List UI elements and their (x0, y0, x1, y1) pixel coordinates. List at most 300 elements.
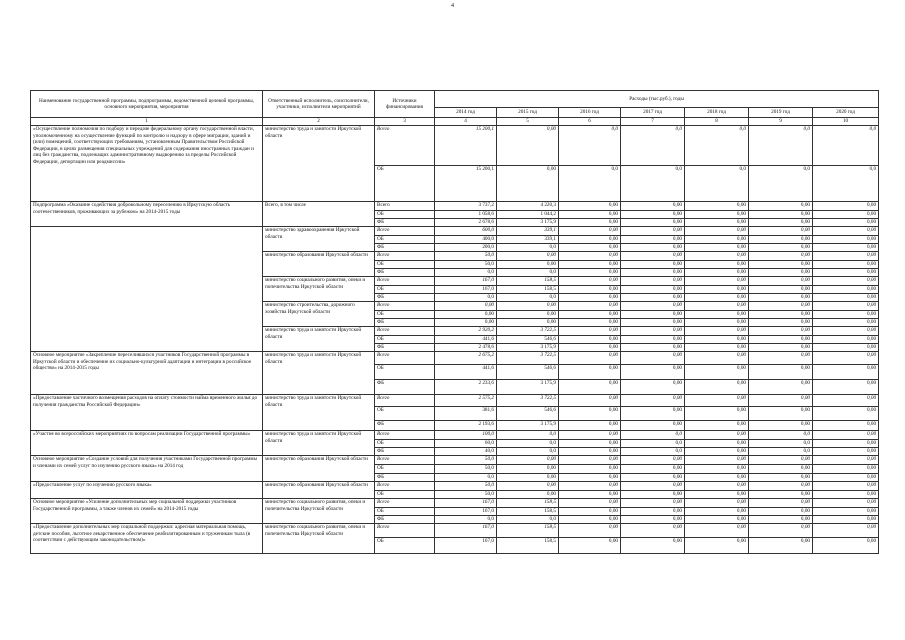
amount-cell: 100,0 (435, 431, 497, 440)
header-year: 2017 год (621, 108, 685, 118)
funding-source-cell: ФБ (375, 421, 435, 431)
amount-cell: 0,00 (749, 327, 813, 336)
amount-cell: 0,00 (559, 286, 621, 294)
amount-cell: 50,0 (435, 491, 497, 499)
amount-cell: 0,0 (749, 126, 813, 166)
executor-cell: министерство труда и занятости Иркутской области (263, 352, 375, 395)
funding-source-cell: ОБ (375, 538, 435, 554)
amount-cell: 3 175,9 (497, 380, 559, 395)
header-year: 2016 год (559, 108, 621, 118)
amount-cell: 0,00 (621, 380, 685, 395)
amount-cell: 50,0 (435, 482, 497, 491)
amount-cell: 1 044,2 (497, 211, 559, 219)
executor-cell: министерство образования Иркутской области (263, 456, 375, 482)
amount-cell: 0,00 (559, 474, 621, 482)
amount-cell: 0,00 (559, 440, 621, 448)
amount-cell: 15 200,1 (435, 126, 497, 166)
amount-cell: 0,0 (497, 516, 559, 524)
amount-cell: 0,00 (749, 319, 813, 327)
funding-source-cell: ФБ (375, 294, 435, 302)
amount-cell: 0,00 (621, 499, 685, 508)
amount-cell: 0,00 (685, 252, 749, 261)
column-number: 6 (559, 118, 621, 126)
amount-cell: 0,00 (559, 302, 621, 311)
amount-cell: 0,00 (559, 465, 621, 474)
amount-cell: 0,00 (621, 311, 685, 319)
executor-cell: министерство труда и занятости Иркутской области (263, 395, 375, 431)
amount-cell: 0,00 (559, 456, 621, 465)
amount-cell: 0,00 (621, 365, 685, 380)
column-number: 1 (31, 118, 263, 126)
amount-cell: 381,6 (435, 407, 497, 421)
amount-cell: 0,00 (813, 327, 879, 336)
amount-cell: 0,00 (749, 365, 813, 380)
amount-cell: 167,0 (435, 499, 497, 508)
amount-cell: 0,00 (813, 236, 879, 244)
header-expenses: Расходы (тыс.руб.), годы (435, 91, 879, 108)
amount-cell: 158,5 (497, 499, 559, 508)
amount-cell: 0,00 (685, 202, 749, 211)
amount-cell: 0,00 (559, 344, 621, 352)
executor-cell: министерство здравоохранения Иркутской области (263, 227, 375, 252)
amount-cell: 0,00 (435, 319, 497, 327)
funding-source-cell: ФБ (375, 344, 435, 352)
funding-source-cell: ФБ (375, 380, 435, 395)
amount-cell: 0,00 (685, 538, 749, 554)
table-row (31, 227, 879, 236)
amount-cell: 0,00 (621, 227, 685, 236)
amount-cell: 0,00 (813, 294, 879, 302)
amount-cell: 0,00 (559, 319, 621, 327)
amount-cell: 0,00 (685, 269, 749, 277)
amount-cell: 0,00 (497, 491, 559, 499)
funding-source-cell: Всего (375, 499, 435, 508)
amount-cell: 0,0 (749, 448, 813, 456)
amount-cell: 0,00 (685, 395, 749, 407)
amount-cell: 2 575,2 (435, 395, 497, 407)
header-year: 2014 год (435, 108, 497, 118)
amount-cell: 0,00 (749, 482, 813, 491)
amount-cell: 0,00 (621, 327, 685, 336)
amount-cell: 0,00 (813, 227, 879, 236)
program-name-cell: Основное мероприятие «Усиление дополнительных мер социальной поддержки участников Государственной программы, а также членов их семей» на 2014-2015 годы (31, 499, 263, 524)
amount-cell: 0,00 (559, 211, 621, 219)
amount-cell: 0,00 (621, 491, 685, 499)
amount-cell: 0,00 (749, 516, 813, 524)
amount-cell: 0,00 (813, 365, 879, 380)
amount-cell: 40,0 (435, 448, 497, 456)
amount-cell: 0,0 (435, 294, 497, 302)
amount-cell: 0,00 (813, 456, 879, 465)
amount-cell: 167,0 (435, 524, 497, 538)
amount-cell: 0,00 (685, 319, 749, 327)
funding-source-cell: ФБ (375, 474, 435, 482)
amount-cell: 0,00 (749, 344, 813, 352)
program-name-cell: Подпрограмма «Оказание содействия добровольному переселению в Иркутскую область соотечественников, проживающих за рубежом» на 2014-2015 годы (31, 202, 263, 227)
amount-cell: 0,00 (813, 421, 879, 431)
funding-source-cell: Всего (375, 395, 435, 407)
amount-cell: 0,00 (749, 302, 813, 311)
amount-cell: 0,00 (559, 491, 621, 499)
amount-cell: 0,00 (685, 311, 749, 319)
amount-cell: 0,00 (749, 261, 813, 269)
amount-cell: 0,00 (749, 456, 813, 465)
executor-cell: министерство труда и занятости Иркутской области (263, 126, 375, 202)
amount-cell: 0,0 (435, 474, 497, 482)
amount-cell: 0,0 (497, 269, 559, 277)
amount-cell: 2 678,6 (435, 219, 497, 227)
amount-cell: 0,00 (685, 421, 749, 431)
amount-cell: 0,00 (749, 465, 813, 474)
amount-cell: 0,00 (685, 440, 749, 448)
amount-cell: 0,00 (813, 286, 879, 294)
column-number: 9 (749, 118, 813, 126)
header-year: 2018 год (685, 108, 749, 118)
amount-cell: 339,1 (497, 236, 559, 244)
amount-cell: 0,00 (749, 244, 813, 252)
amount-cell: 50,0 (435, 261, 497, 269)
amount-cell: 0,00 (749, 421, 813, 431)
amount-cell: 0,00 (685, 508, 749, 516)
amount-cell: 0,00 (435, 302, 497, 311)
amount-cell: 0,00 (559, 524, 621, 538)
amount-cell: 167,0 (435, 277, 497, 286)
amount-cell: 0,00 (813, 380, 879, 395)
amount-cell: 441,6 (435, 336, 497, 344)
amount-cell: 0,00 (559, 431, 621, 440)
amount-cell: 0,00 (685, 244, 749, 252)
table-body (31, 126, 879, 554)
amount-cell: 0,00 (813, 431, 879, 440)
amount-cell: 0,00 (685, 448, 749, 456)
amount-cell: 0,00 (621, 352, 685, 365)
amount-cell: 50,0 (435, 456, 497, 465)
amount-cell: 0,00 (621, 269, 685, 277)
column-number: 7 (621, 118, 685, 126)
program-name-cell: «Предоставление услуг по изучению русского языка» (31, 482, 263, 499)
funding-source-cell: ОБ (375, 311, 435, 319)
amount-cell: 15 200,1 (435, 166, 497, 202)
amount-cell: 0,0 (749, 431, 813, 440)
funding-source-cell: Всего (375, 431, 435, 440)
funding-source-cell: Всего (375, 327, 435, 336)
amount-cell: 0,00 (685, 352, 749, 365)
amount-cell: 0,00 (559, 482, 621, 491)
table-row (31, 395, 879, 407)
table-row (31, 499, 879, 508)
amount-cell: 0,00 (497, 252, 559, 261)
amount-cell: 0,00 (813, 516, 879, 524)
amount-cell: 3 175,9 (497, 344, 559, 352)
amount-cell: 0,00 (497, 482, 559, 491)
amount-cell: 0,00 (749, 236, 813, 244)
amount-cell: 0,00 (685, 407, 749, 421)
amount-cell: 0,00 (621, 407, 685, 421)
amount-cell: 0,00 (813, 344, 879, 352)
funding-source-cell: Всего (375, 252, 435, 261)
amount-cell: 0,00 (497, 474, 559, 482)
amount-cell: 0,00 (497, 126, 559, 166)
amount-cell: 0,00 (497, 311, 559, 319)
amount-cell: 0,00 (813, 491, 879, 499)
amount-cell: 2 675,2 (435, 352, 497, 365)
amount-cell: 0,00 (621, 319, 685, 327)
funding-source-cell: Всего (375, 482, 435, 491)
amount-cell: 0,00 (749, 286, 813, 294)
funding-source-cell: Всего (375, 277, 435, 286)
amount-cell: 0,00 (813, 538, 879, 554)
amount-cell: 0,00 (813, 499, 879, 508)
amount-cell: 0,0 (749, 440, 813, 448)
amount-cell: 0,00 (497, 261, 559, 269)
amount-cell: 0,00 (813, 465, 879, 474)
amount-cell: 2 193,6 (435, 421, 497, 431)
amount-cell: 0,00 (435, 311, 497, 319)
amount-cell: 0,00 (621, 524, 685, 538)
amount-cell: 600,0 (435, 227, 497, 236)
amount-cell: 0,00 (813, 261, 879, 269)
amount-cell: 1 058,6 (435, 211, 497, 219)
header-executor: Ответственный исполнитель, соисполнители, участники, исполнители мероприятий (263, 91, 375, 118)
amount-cell: 0,00 (559, 202, 621, 211)
executor-cell: министерство социального развития, опеки и попечительства Иркутской области (263, 277, 375, 302)
amount-cell: 339,1 (497, 227, 559, 236)
amount-cell: 0,00 (497, 166, 559, 202)
column-number: 5 (497, 118, 559, 126)
amount-cell: 3 737,2 (435, 202, 497, 211)
amount-cell: 0,00 (559, 448, 621, 456)
amount-cell: 0,00 (621, 336, 685, 344)
amount-cell: 0,00 (749, 474, 813, 482)
funding-source-cell: ОБ (375, 236, 435, 244)
amount-cell: 0,00 (559, 352, 621, 365)
amount-cell: 0,00 (621, 294, 685, 302)
funding-source-cell: Всего (375, 456, 435, 465)
amount-cell: 2 478,6 (435, 344, 497, 352)
column-number: 8 (685, 118, 749, 126)
amount-cell: 0,00 (559, 261, 621, 269)
amount-cell: 4 220,3 (497, 202, 559, 211)
amount-cell: 0,00 (813, 448, 879, 456)
funding-source-cell: ФБ (375, 516, 435, 524)
amount-cell: 0,00 (559, 516, 621, 524)
amount-cell: 0,00 (559, 499, 621, 508)
amount-cell: 50,0 (435, 252, 497, 261)
amount-cell: 0,00 (685, 277, 749, 286)
amount-cell: 0,00 (559, 380, 621, 395)
amount-cell: 0,00 (685, 302, 749, 311)
program-name-cell: «Предоставление частичного возмещения расходов на оплату стоимости найма временного жилья до получения гражданства Российской Федерации» (31, 395, 263, 431)
amount-cell: 0,00 (813, 508, 879, 516)
amount-cell: 0,00 (749, 269, 813, 277)
amount-cell: 0,0 (621, 431, 685, 440)
amount-cell: 0,00 (813, 252, 879, 261)
amount-cell: 0,00 (749, 211, 813, 219)
amount-cell: 0,00 (685, 327, 749, 336)
funding-source-cell: ОБ (375, 508, 435, 516)
amount-cell: 0,00 (685, 499, 749, 508)
amount-cell: 0,00 (621, 261, 685, 269)
executor-cell: министерство образования Иркутской области (263, 482, 375, 499)
amount-cell: 0,0 (813, 166, 879, 202)
amount-cell: 0,0 (497, 294, 559, 302)
amount-cell: 0,00 (559, 421, 621, 431)
amount-cell: 0,00 (813, 482, 879, 491)
funding-source-cell: ОБ (375, 166, 435, 202)
amount-cell: 158,5 (497, 538, 559, 554)
amount-cell: 3 722,5 (497, 352, 559, 365)
table-row (31, 431, 879, 440)
funding-source-cell: ОБ (375, 491, 435, 499)
funding-source-cell: ОБ (375, 211, 435, 219)
amount-cell: 0,00 (685, 516, 749, 524)
amount-cell: 546,6 (497, 336, 559, 344)
amount-cell: 0,00 (685, 336, 749, 344)
amount-cell: 3 175,9 (497, 219, 559, 227)
header-year: 2015 год (497, 108, 559, 118)
amount-cell: 0,00 (749, 538, 813, 554)
amount-cell: 0,00 (685, 286, 749, 294)
funding-source-cell: Всего (375, 202, 435, 211)
amount-cell: 0,00 (749, 499, 813, 508)
program-name-cell (31, 227, 263, 352)
amount-cell: 0,00 (813, 219, 879, 227)
amount-cell: 0,00 (749, 202, 813, 211)
amount-cell: 0,00 (621, 474, 685, 482)
amount-cell: 0,00 (621, 344, 685, 352)
amount-cell: 167,0 (435, 508, 497, 516)
funding-source-cell: Всего (375, 126, 435, 166)
amount-cell: 0,00 (621, 516, 685, 524)
amount-cell: 0,00 (621, 286, 685, 294)
amount-cell: 0,00 (621, 277, 685, 286)
amount-cell: 0,00 (559, 365, 621, 380)
amount-cell: 0,00 (559, 277, 621, 286)
amount-cell: 0,00 (559, 219, 621, 227)
amount-cell: 0,00 (559, 538, 621, 554)
table-row (31, 352, 879, 365)
amount-cell: 0,00 (749, 380, 813, 395)
amount-cell: 0,00 (559, 407, 621, 421)
amount-cell: 0,00 (497, 465, 559, 474)
amount-cell: 0,00 (621, 465, 685, 474)
amount-cell: 0,00 (685, 524, 749, 538)
program-name-cell: «Участие во всероссийских мероприятиях по вопросам реализации Государственной программы» (31, 431, 263, 456)
amount-cell: 158,5 (497, 508, 559, 516)
amount-cell: 0,00 (813, 269, 879, 277)
amount-cell: 2 233,6 (435, 380, 497, 395)
amount-cell: 0,00 (497, 456, 559, 465)
amount-cell: 0,0 (559, 126, 621, 166)
amount-cell: 0,00 (621, 236, 685, 244)
budget-table-sheet (30, 90, 878, 554)
amount-cell: 50,0 (435, 465, 497, 474)
amount-cell: 3 722,5 (497, 395, 559, 407)
amount-cell: 0,00 (685, 227, 749, 236)
amount-cell: 0,00 (813, 395, 879, 407)
column-number: 2 (263, 118, 375, 126)
funding-source-cell: ОБ (375, 261, 435, 269)
program-name-cell: «Осуществление полномочия по подбору и передаче федеральному органу государственной власти, уполномоченному на осуществление функций по контролю и надзору в сфере миграции, зданий и (или) помещений, соответствующих требованиям, установленным Правительством Российской Федерации, в целях размещения специальных учреждений для содержания иностранных граждан и лиц без гражданства, подлежащих административному выдворению за пределы Российской Федерации, депортации или реадмиссии» (31, 126, 263, 202)
funding-source-cell: ФБ (375, 244, 435, 252)
amount-cell: 0,0 (497, 431, 559, 440)
amount-cell: 0,00 (749, 277, 813, 286)
amount-cell: 0,00 (559, 252, 621, 261)
amount-cell: 0,00 (559, 336, 621, 344)
funding-source-cell: ФБ (375, 219, 435, 227)
amount-cell: 0,00 (621, 211, 685, 219)
amount-cell: 0,00 (813, 440, 879, 448)
amount-cell: 158,5 (497, 277, 559, 286)
executor-cell: министерство строительства, дорожного хозяйства Иркутской области (263, 302, 375, 327)
amount-cell: 0,00 (749, 294, 813, 302)
executor-cell: Всего, в том числе (263, 202, 375, 227)
amount-cell: 0,0 (497, 440, 559, 448)
amount-cell: 0,00 (813, 407, 879, 421)
amount-cell: 0,0 (435, 516, 497, 524)
amount-cell: 0,00 (685, 474, 749, 482)
amount-cell: 0,00 (621, 395, 685, 407)
amount-cell: 0,00 (497, 302, 559, 311)
amount-cell: 0,00 (749, 524, 813, 538)
amount-cell: 0,00 (621, 456, 685, 465)
header-source: Источники финансирования (375, 91, 435, 118)
executor-cell: министерство социального развития, опеки и попечительства Иркутской области (263, 499, 375, 524)
amount-cell: 0,00 (813, 319, 879, 327)
amount-cell: 0,0 (685, 126, 749, 166)
amount-cell: 0,00 (749, 219, 813, 227)
executor-cell: министерство труда и занятости Иркутской области (263, 327, 375, 352)
amount-cell: 0,00 (813, 474, 879, 482)
amount-cell: 0,0 (435, 269, 497, 277)
amount-cell: 0,00 (559, 294, 621, 302)
amount-cell: 0,00 (749, 336, 813, 344)
amount-cell: 0,00 (749, 491, 813, 499)
amount-cell: 0,00 (749, 395, 813, 407)
column-number: 3 (375, 118, 435, 126)
executor-cell: министерство социального развития, опеки и попечительства Иркутской области (263, 524, 375, 554)
amount-cell: 0,0 (813, 126, 879, 166)
amount-cell: 0,0 (749, 166, 813, 202)
amount-cell: 0,00 (559, 395, 621, 407)
amount-cell: 0,00 (685, 294, 749, 302)
amount-cell: 0,00 (621, 482, 685, 491)
program-name-cell: Основное мероприятие «Создание условий для получения участниками Государственной программы и членами их семей услуг по изучению русского языка» на 2014 год (31, 456, 263, 482)
funding-source-cell: ОБ (375, 465, 435, 474)
executor-cell: министерство труда и занятости Иркутской области (263, 431, 375, 456)
amount-cell: 0,00 (813, 211, 879, 219)
amount-cell: 0,00 (685, 344, 749, 352)
funding-source-cell: ФБ (375, 319, 435, 327)
header-year: 2020 год (813, 108, 879, 118)
amount-cell: 0,00 (749, 352, 813, 365)
amount-cell: 0,00 (559, 269, 621, 277)
amount-cell: 0,00 (621, 202, 685, 211)
amount-cell: 0,00 (813, 302, 879, 311)
amount-cell: 0,00 (813, 336, 879, 344)
amount-cell: 0,00 (559, 227, 621, 236)
amount-cell: 0,00 (621, 252, 685, 261)
amount-cell: 0,0 (497, 244, 559, 252)
amount-cell: 0,0 (685, 166, 749, 202)
funding-source-cell: ОБ (375, 365, 435, 380)
amount-cell: 60,0 (435, 440, 497, 448)
program-name-cell: Основное мероприятие «Закрепление переселившихся участников Государственной программы в Иркутской области и обеспечение их социально-культурной адаптации и интеграции в российское общество» на 2014-2015 годы (31, 352, 263, 395)
amount-cell: 0,00 (621, 219, 685, 227)
amount-cell: 167,0 (435, 286, 497, 294)
amount-cell: 0,00 (685, 456, 749, 465)
amount-cell: 0,00 (685, 211, 749, 219)
